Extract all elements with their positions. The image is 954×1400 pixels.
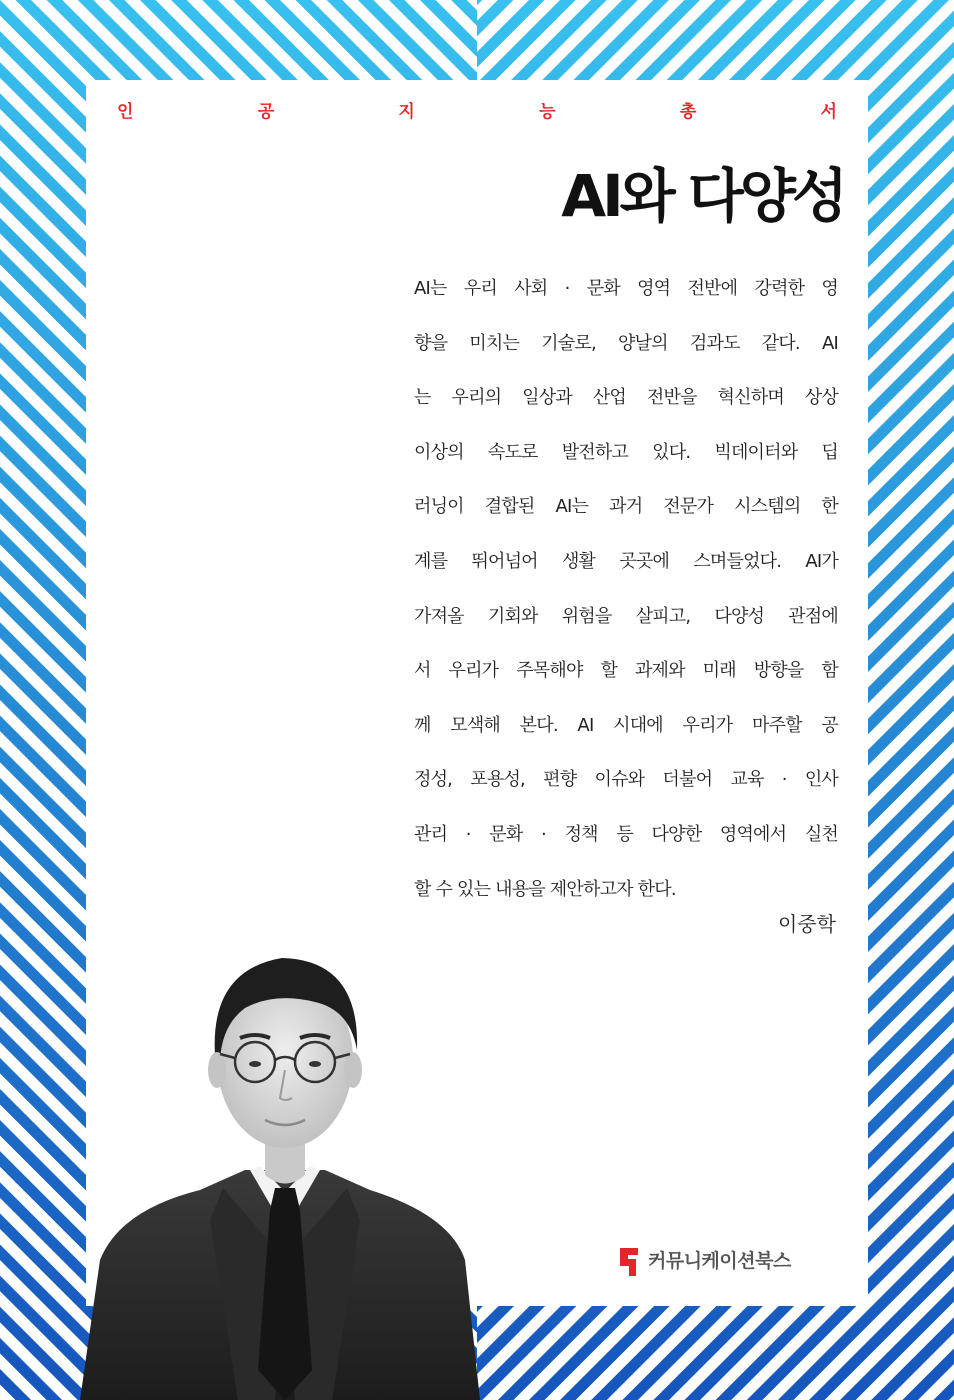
description-line: 서 우리가 주목해야 할 과제와 미래 방향을 함 (414, 660, 838, 682)
series-char: 능 (539, 102, 556, 122)
description-line: 향을 미치는 기술로, 양날의 검과도 같다. AI (414, 332, 838, 354)
series-label (117, 100, 837, 124)
description-line: 가져올 기회와 위험을 살피고, 다양성 관점에 (414, 605, 838, 627)
book-description (414, 262, 838, 917)
publisher-logo (618, 1246, 791, 1276)
publisher-name: 커뮤니케이션북스 (648, 1250, 791, 1272)
author-name: 이중학 (778, 912, 836, 936)
series-char: 인 (117, 102, 134, 122)
publisher-mark-icon (618, 1246, 640, 1276)
series-char: 서 (820, 102, 837, 122)
description-line: 할 수 있는 내용을 제안하고자 한다. (414, 878, 676, 900)
author-portrait (60, 930, 510, 1400)
description-line: 관리 · 문화 · 정책 등 다양한 영역에서 실천 (414, 823, 838, 845)
description-line: 께 모색해 본다. AI 시대에 우리가 마주할 공 (414, 714, 838, 736)
description-line: 는 우리의 일상과 산업 전반을 혁신하며 상상 (414, 387, 838, 409)
book-title: AI와 다양성 (561, 162, 844, 230)
series-char: 지 (398, 102, 415, 122)
description-line: 계를 뛰어넘어 생활 곳곳에 스며들었다. AI가 (414, 550, 838, 572)
description-line: 정성, 포용성, 편향 이슈와 더불어 교육 · 인사 (414, 769, 838, 791)
description-line: AI는 우리 사회 · 문화 영역 전반에 강력한 영 (414, 278, 838, 299)
series-char: 총 (679, 102, 697, 122)
series-char: 공 (257, 102, 275, 122)
description-line: 이상의 속도로 발전하고 있다. 빅데이터와 딥 (414, 441, 838, 463)
description-line: 러닝이 결합된 AI는 과거 전문가 시스템의 한 (414, 496, 838, 518)
